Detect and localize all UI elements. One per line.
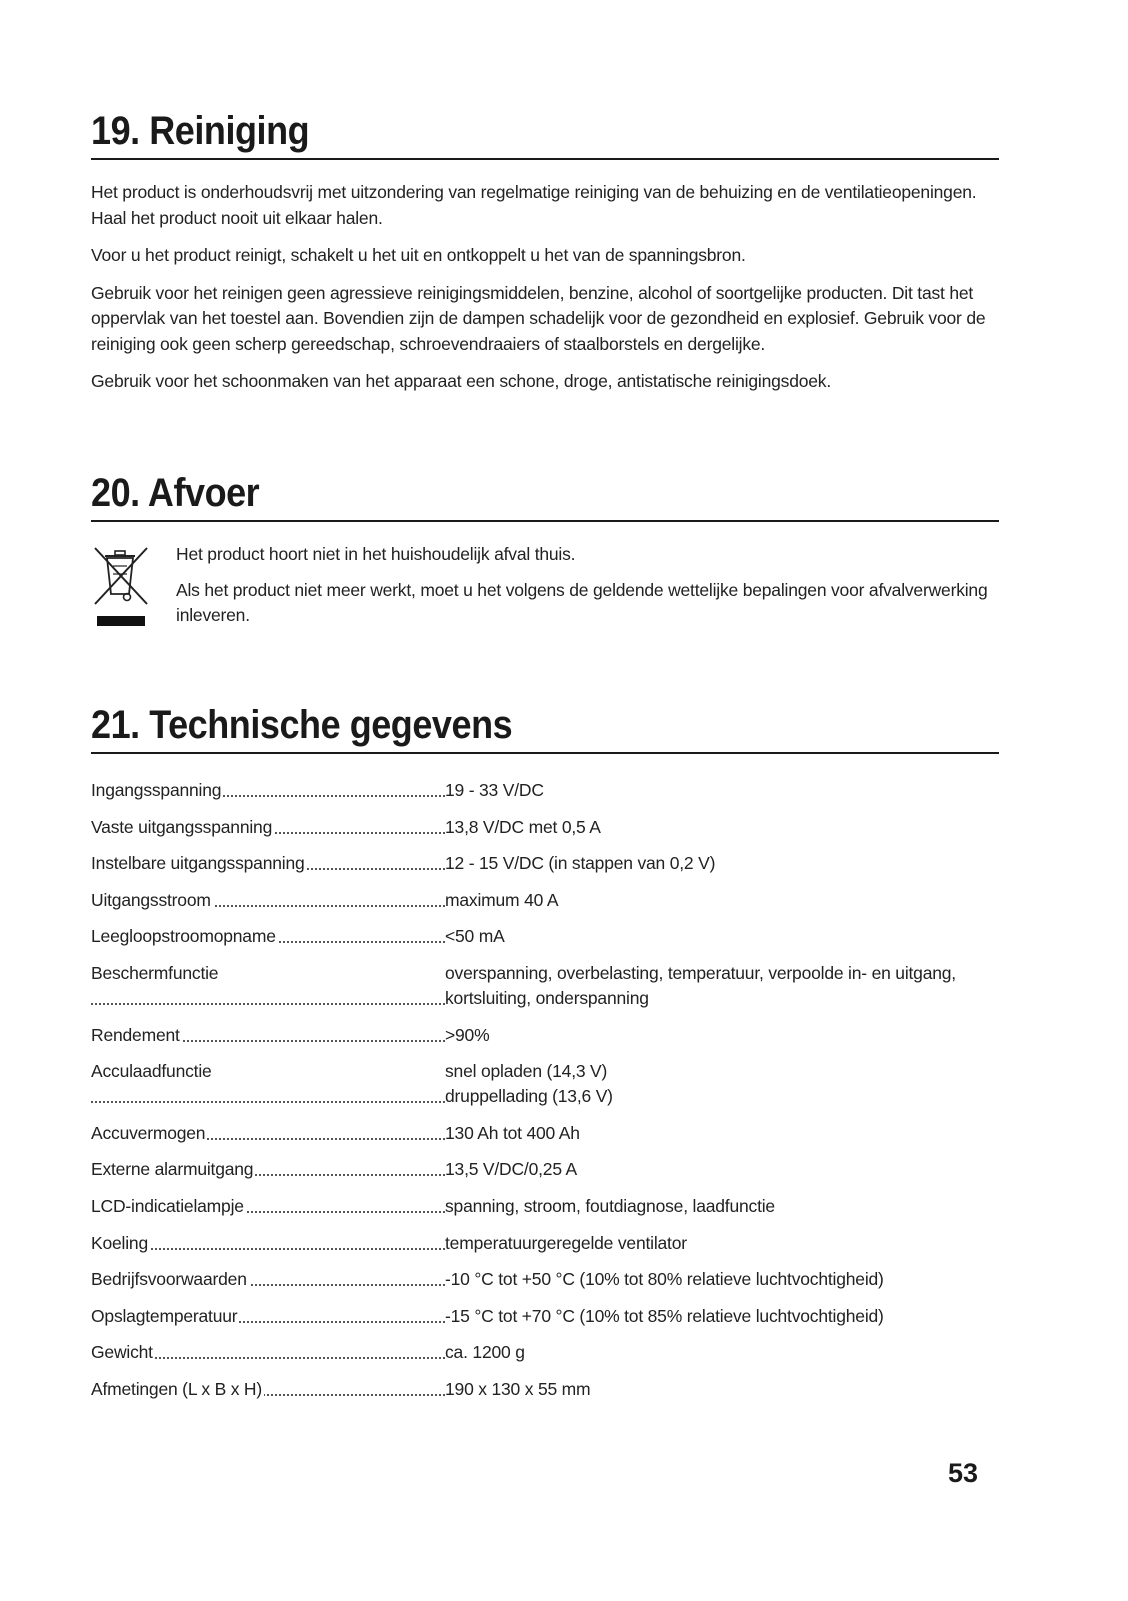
section-divider bbox=[91, 520, 999, 522]
spec-value: temperatuurgeregelde ventilator bbox=[445, 1232, 687, 1253]
paragraph: Als het product niet meer werkt, moet u het volgens de geldende wettelijke bepalingen voor afvalverwerking inleveren. bbox=[176, 579, 988, 625]
spec-label: Gewicht bbox=[91, 1342, 153, 1363]
spec-row bbox=[91, 888, 999, 913]
spec-value: 190 x 130 x 55 mm bbox=[445, 1378, 591, 1399]
section-title-disposal: 20. Afvoer bbox=[91, 471, 260, 515]
spec-label: Externe alarmuitgang bbox=[91, 1159, 254, 1180]
spec-label: Instelbare uitgangsspanning bbox=[91, 853, 305, 874]
section-disposal bbox=[91, 470, 999, 642]
paragraph: Gebruik voor het reinigen geen agressieve reinigingsmiddelen, benzine, alcohol of soortgelijke producten. Dit tast het oppervlak van het toestel aan. Bovendien zijn de dampen schadelijk voor de gezondheid en explosief. Gebruik voor de reiniging ook geen scherp gereedschap, schroevendraaiers of staalborstels en dergelijke. bbox=[91, 282, 986, 354]
spec-value: 13,8 V/DC met 0,5 A bbox=[445, 816, 601, 837]
spec-row bbox=[91, 1304, 999, 1329]
spec-value: maximum 40 A bbox=[445, 889, 559, 910]
section-divider bbox=[91, 752, 999, 754]
dot-leader bbox=[91, 1003, 445, 1005]
spec-label: LCD-indicatielampje bbox=[91, 1195, 244, 1216]
section-body-cleaning bbox=[91, 180, 999, 395]
spec-value: -10 °C tot +50 °C (10% tot 80% relatieve luchtvochtigheid) bbox=[445, 1269, 884, 1290]
spec-row bbox=[91, 1377, 999, 1402]
section-cleaning bbox=[91, 108, 999, 407]
spec-label: Opslagtemperatuur bbox=[91, 1305, 238, 1326]
spec-value: 130 Ah tot 400 Ah bbox=[445, 1122, 580, 1143]
spec-row bbox=[91, 1340, 999, 1365]
spec-label: Afmetingen (L x B x H) bbox=[91, 1378, 262, 1399]
paragraph: Gebruik voor het schoonmaken van het apparaat een schone, droge, antistatische reinigingsdoek. bbox=[91, 371, 832, 391]
spec-row bbox=[91, 1231, 999, 1256]
spec-value: <50 mA bbox=[445, 926, 505, 947]
spec-row bbox=[91, 1194, 999, 1219]
spec-value: snel opladen (14,3 V) druppellading (13,6 V) bbox=[445, 1061, 613, 1107]
spec-value: ca. 1200 g bbox=[445, 1342, 525, 1363]
spec-value: >90% bbox=[445, 1024, 490, 1045]
spec-row bbox=[91, 1157, 999, 1182]
section-specs bbox=[91, 702, 999, 1414]
spec-label: Rendement bbox=[91, 1024, 180, 1045]
spec-label: Koeling bbox=[91, 1232, 148, 1253]
dot-leader bbox=[91, 1101, 445, 1103]
spec-row bbox=[91, 1023, 999, 1048]
spec-label: Ingangsspanning bbox=[91, 780, 222, 800]
spec-label: Beschermfunctie bbox=[91, 962, 219, 983]
spec-label: Uitgangsstroom bbox=[91, 889, 211, 910]
spec-row bbox=[91, 1267, 999, 1292]
spec-value: -15 °C tot +70 °C (10% tot 85% relatieve luchtvochtigheid) bbox=[445, 1305, 884, 1326]
paragraph: Het product hoort niet in het huishoudelijk afval thuis. bbox=[176, 544, 576, 564]
section-divider bbox=[91, 158, 999, 160]
spec-value: spanning, stroom, foutdiagnose, laadfunctie bbox=[445, 1195, 775, 1216]
spec-value: 12 - 15 V/DC (in stappen van 0,2 V) bbox=[445, 853, 716, 874]
spec-label: Accuvermogen bbox=[91, 1122, 206, 1143]
spec-value: 13,5 V/DC/0,25 A bbox=[445, 1159, 578, 1180]
spec-row bbox=[91, 778, 999, 803]
section-body-disposal bbox=[91, 542, 999, 642]
disposal-text bbox=[176, 542, 999, 639]
spec-row bbox=[91, 1059, 999, 1109]
spec-label: Acculaadfunctie bbox=[91, 1061, 212, 1082]
page-number: 53 bbox=[947, 1458, 978, 1488]
spec-row bbox=[91, 815, 999, 840]
spec-row bbox=[91, 851, 999, 876]
spec-label: Vaste uitgangsspanning bbox=[91, 816, 273, 837]
spec-label: Bedrijfsvoorwaarden bbox=[91, 1269, 247, 1290]
spec-list bbox=[91, 778, 999, 1402]
paragraph: Voor u het product reinigt, schakelt u het uit en ontkoppelt u het van de spanningsbron. bbox=[91, 245, 746, 265]
spec-row bbox=[91, 1121, 999, 1146]
crossed-out-wheelie-bin-icon bbox=[91, 544, 151, 634]
section-title-specs: 21. Technische gegevens bbox=[91, 703, 513, 747]
spec-value: 19 - 33 V/DC bbox=[445, 780, 544, 800]
spec-row bbox=[91, 961, 999, 1011]
spec-label: Leegloopstroomopname bbox=[91, 926, 276, 947]
spec-value: overspanning, overbelasting, temperatuur, verpoolde in- en uitgang, kortsluiting, onderspanning bbox=[445, 962, 956, 1008]
spec-row bbox=[91, 924, 999, 949]
paragraph: Het product is onderhoudsvrij met uitzondering van regelmatige reiniging van de behuizing en de ventilatieopeningen. Haal het product nooit uit elkaar halen. bbox=[91, 182, 977, 228]
section-title-cleaning: 19. Reiniging bbox=[91, 109, 310, 153]
